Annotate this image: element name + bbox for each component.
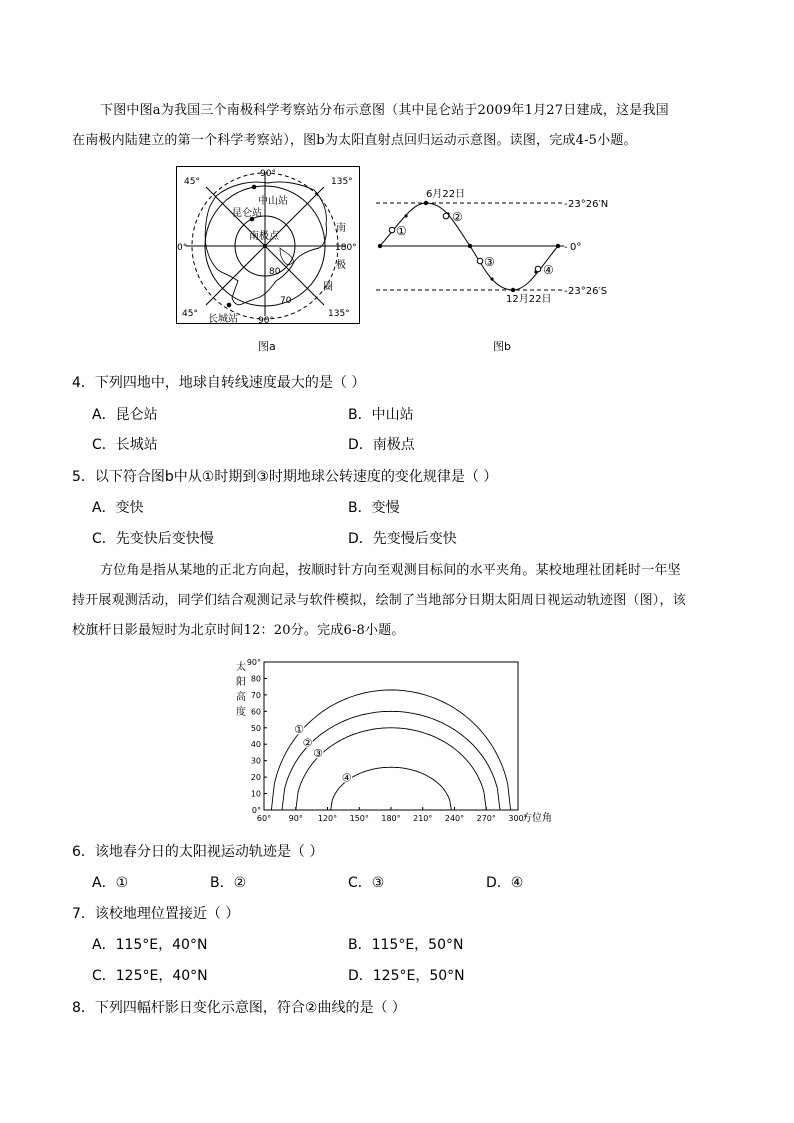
solar-altitude-chart <box>226 654 566 826</box>
chart-xlabel: 方位角 <box>522 813 552 824</box>
tropic-n-label: 23°26′N <box>568 199 609 210</box>
zhongshan-dot <box>252 185 257 190</box>
q5-option-a: A．变快 <box>92 500 144 516</box>
q6-stem: 6．该地春分日的太阳视运动轨迹是（ ） <box>72 844 324 860</box>
intro1-line1: 下图中图a为我国三个南极科学考察站分布示意图（其中昆仑站于2009年1月27日建成，这是我国 <box>100 103 669 118</box>
equator-label: 0° <box>570 242 582 253</box>
lat-80-label: 80 <box>269 267 281 277</box>
tropic-s-label: 23°26′S <box>568 286 608 297</box>
point-3-marker <box>477 258 483 264</box>
jun22-dot <box>424 201 428 205</box>
q5-option-b: B．变慢 <box>348 500 400 516</box>
x-tick-label: 300° <box>508 814 528 823</box>
lon-135-bottomright-label: 135° <box>328 309 350 319</box>
q7-option-c: C．125°E，40°N <box>92 968 208 984</box>
lon-90-top-label: 90° <box>260 169 276 179</box>
start-dot <box>378 244 382 248</box>
intro-paragraph-1 <box>72 96 724 156</box>
jun22-label: 6月22日 <box>426 189 466 200</box>
y-tick-label: 70 <box>250 690 261 700</box>
q8-stem: 8．下列四幅杆影日变化示意图，符合②曲线的是（ ） <box>72 1000 406 1016</box>
pole-dot <box>263 244 267 248</box>
lon-0-label: 0° <box>177 243 188 253</box>
q4-option-d: D．南极点 <box>348 437 415 453</box>
y-tick-label: 50 <box>250 723 261 733</box>
point-2-label: ② <box>452 210 463 224</box>
x-tick-label: 90° <box>288 814 303 823</box>
figure-b-caption: 图b <box>493 340 511 353</box>
y-tick-label: 80 <box>250 674 261 684</box>
y-tick-label: 30 <box>250 756 261 766</box>
point-1-marker <box>389 227 395 233</box>
lon-135-topright-label: 135° <box>331 177 353 187</box>
q7-option-a: A．115°E，40°N <box>92 937 208 953</box>
sun-path-series-1 <box>271 690 510 810</box>
q6-option-c: C．③ <box>348 875 385 891</box>
x-tick-label: 60° <box>256 814 272 823</box>
svg-text:-: - <box>564 199 568 210</box>
lon-45-bottomleft-label: 45° <box>182 309 198 319</box>
lon-45-topleft-label: 45° <box>184 177 200 187</box>
pole-label: 南极点 <box>249 231 279 242</box>
q7-option-d: D．125°E，50°N <box>348 968 465 984</box>
figure-a-caption: 图a <box>258 340 276 353</box>
point-3-label: ③ <box>484 255 495 269</box>
figure-b-diagram <box>368 186 658 304</box>
x-tick-label: 150° <box>349 814 369 823</box>
y-tick-label: 0° <box>251 806 261 815</box>
mid-dot <box>468 244 472 248</box>
q4-option-c: C．长城站 <box>92 437 158 453</box>
q7-option-b: B．115°E，50°N <box>348 937 464 953</box>
kunlun-label: 昆仑站 <box>232 208 262 219</box>
q4-option-a: A．昆仑站 <box>92 407 158 423</box>
q6-option-b: B．② <box>210 875 247 891</box>
changcheng-dot <box>227 303 232 308</box>
x-tick-label: 120° <box>317 814 338 823</box>
antarctic-circle-label-2: 极 <box>336 260 346 271</box>
series-label-4: ④ <box>341 771 352 785</box>
chart-ylabel: 太 阳 高 度 <box>236 662 246 718</box>
point-2-marker <box>443 213 449 219</box>
svg-text:-: - <box>564 242 568 253</box>
small-dot-a <box>404 214 407 217</box>
lon-180-label: 180° <box>335 243 357 253</box>
y-tick-label: 10 <box>250 789 261 799</box>
x-tick-label: 240° <box>444 814 465 823</box>
sun-path-series-3 <box>296 728 487 810</box>
point-4-label: ④ <box>543 263 554 277</box>
q5-option-d: D．先变慢后变快 <box>348 531 457 547</box>
series-label-1: ① <box>294 722 304 736</box>
q4-option-b: B．中山站 <box>348 407 414 423</box>
intro2-line3: 校旗杆日影最短时为北京时间12：20分。完成6-8小题。 <box>72 623 405 638</box>
intro-paragraph-2 <box>72 556 724 646</box>
q5-stem: 5．以下符合图b中从①时期到③时期地球公转速度的变化规律是（ ） <box>72 469 498 485</box>
series-label-3: ③ <box>313 747 324 761</box>
q5-option-c: C．先变快后变快慢 <box>92 531 214 547</box>
end-dot <box>556 244 560 248</box>
intro1-line2: 在南极内陆建立的第一个科学考察站），图b为太阳直射点回归运动示意图。读图，完成4-5小题。 <box>72 133 637 148</box>
antarctic-circle-label-3: 圈 <box>323 282 333 293</box>
y-tick-label: 60 <box>250 707 261 717</box>
intro2-line1: 方位角是指从某地的正北方向起，按顺时针方向至观测目标间的水平夹角。某校地理社团耗时一年坚 <box>100 563 681 578</box>
dec22-dot <box>511 288 515 292</box>
small-dot-c <box>490 277 493 280</box>
lon-90-bottom-label: 90° <box>258 316 274 324</box>
x-tick-label: 210° <box>413 814 433 823</box>
point-4-marker <box>535 266 541 272</box>
svg-text:-: - <box>564 286 568 297</box>
x-tick-label: 270° <box>476 814 496 823</box>
dec22-label: 12月22日 <box>506 294 552 304</box>
x-tick-label: 180° <box>381 814 401 823</box>
y-tick-label: 40 <box>250 740 261 750</box>
y-tick-label: 20 <box>250 773 261 783</box>
q6-option-d: D．④ <box>486 875 524 891</box>
y-tick-label: 90° <box>246 658 261 667</box>
intro2-line2: 持开展观测活动，同学们结合观测记录与软件模拟，绘制了当地部分日期太阳周日视运动轨迹图（图），该 <box>72 593 686 608</box>
point-1-label: ① <box>396 224 407 238</box>
lat-70-label: 70 <box>280 296 292 306</box>
zhongshan-label: 中山站 <box>258 196 288 207</box>
changcheng-label: 长城站 <box>208 314 238 324</box>
q7-stem: 7．该校地理位置接近（ ） <box>72 906 240 922</box>
figure-a-map <box>176 166 360 324</box>
q6-option-a: A．① <box>92 875 129 891</box>
series-label-2: ② <box>302 736 313 750</box>
q4-stem: 4．下列四地中，地球自转线速度最大的是（ ） <box>72 375 366 391</box>
antarctic-circle-label-1: 南 <box>336 223 346 234</box>
